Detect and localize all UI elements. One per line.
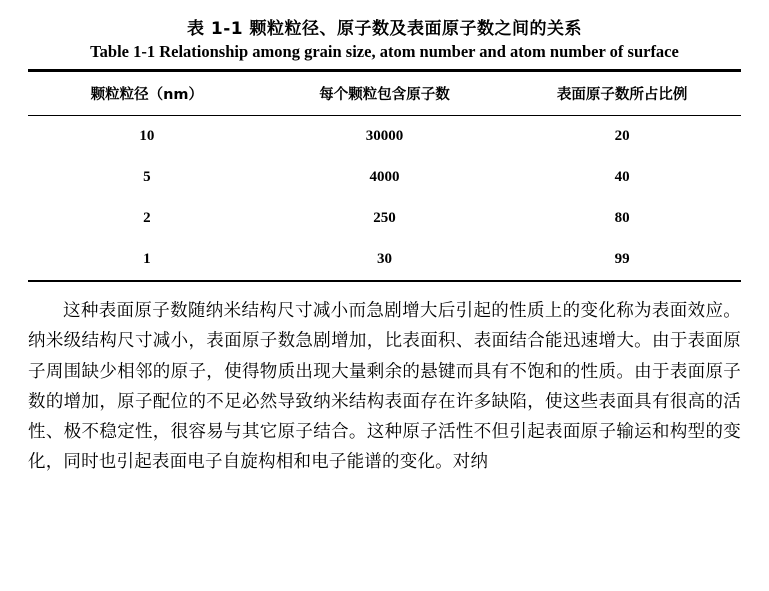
cell-surface-ratio: 80 <box>614 210 630 226</box>
table-title-chinese: 表 1-1 颗粒粒径、原子数及表面原子数之间的关系 <box>186 19 583 39</box>
cell-surface-ratio: 20 <box>614 128 630 144</box>
cell-grain-size: 2 <box>143 210 151 226</box>
cell-atom-number: 30 <box>376 251 392 267</box>
table-header-row <box>28 72 741 116</box>
cell-grain-size: 1 <box>143 251 151 267</box>
table-rule-bottom <box>28 281 741 282</box>
cell-surface-ratio: 99 <box>614 251 630 267</box>
column-header-atom-number: 每个颗粒包含原子数 <box>319 87 450 103</box>
cell-atom-number: 250 <box>373 210 396 226</box>
table-row <box>28 116 741 157</box>
cell-atom-number: 30000 <box>365 128 404 144</box>
column-header-surface-ratio: 表面原子数所占比例 <box>556 87 688 103</box>
cell-atom-number: 4000 <box>369 169 400 185</box>
body-paragraph: 这种表面原子数随纳米结构尺寸减小而急剧增大后引起的性质上的变化称为表面效应。纳米级结构尺寸减小，表面原子数急剧增加，比表面积、表面结合能迅速增大。由于表面原子周围缺少相邻的原子，使得物质出现大量剩余的悬键而具有不饱和的性质。由于表面原子数的增加，原子配位的不足必然导致纳米结构表面存在许多缺陷，使这些表面具有很高的活性、极不稳定性，很容易与其它原子结合。这种原子活性不但引起表面原子输运和构型的变化，同时也引起表面电子自旋构相和电子能谱的变化。对纳 <box>28 301 741 473</box>
cell-grain-size: 5 <box>143 169 151 185</box>
column-header-grain-size: 颗粒粒径（nm） <box>90 87 204 103</box>
table-title-english: Table 1-1 Relationship among grain size, atom number and atom number of surface <box>90 42 679 61</box>
rule-segment <box>266 281 504 282</box>
table-row <box>28 157 741 198</box>
table-row <box>28 198 741 239</box>
rule-segment <box>28 281 266 282</box>
cell-grain-size: 10 <box>139 128 155 144</box>
grain-size-table <box>28 69 741 282</box>
table-row <box>28 239 741 281</box>
rule-segment <box>503 281 741 282</box>
cell-surface-ratio: 40 <box>614 169 630 185</box>
